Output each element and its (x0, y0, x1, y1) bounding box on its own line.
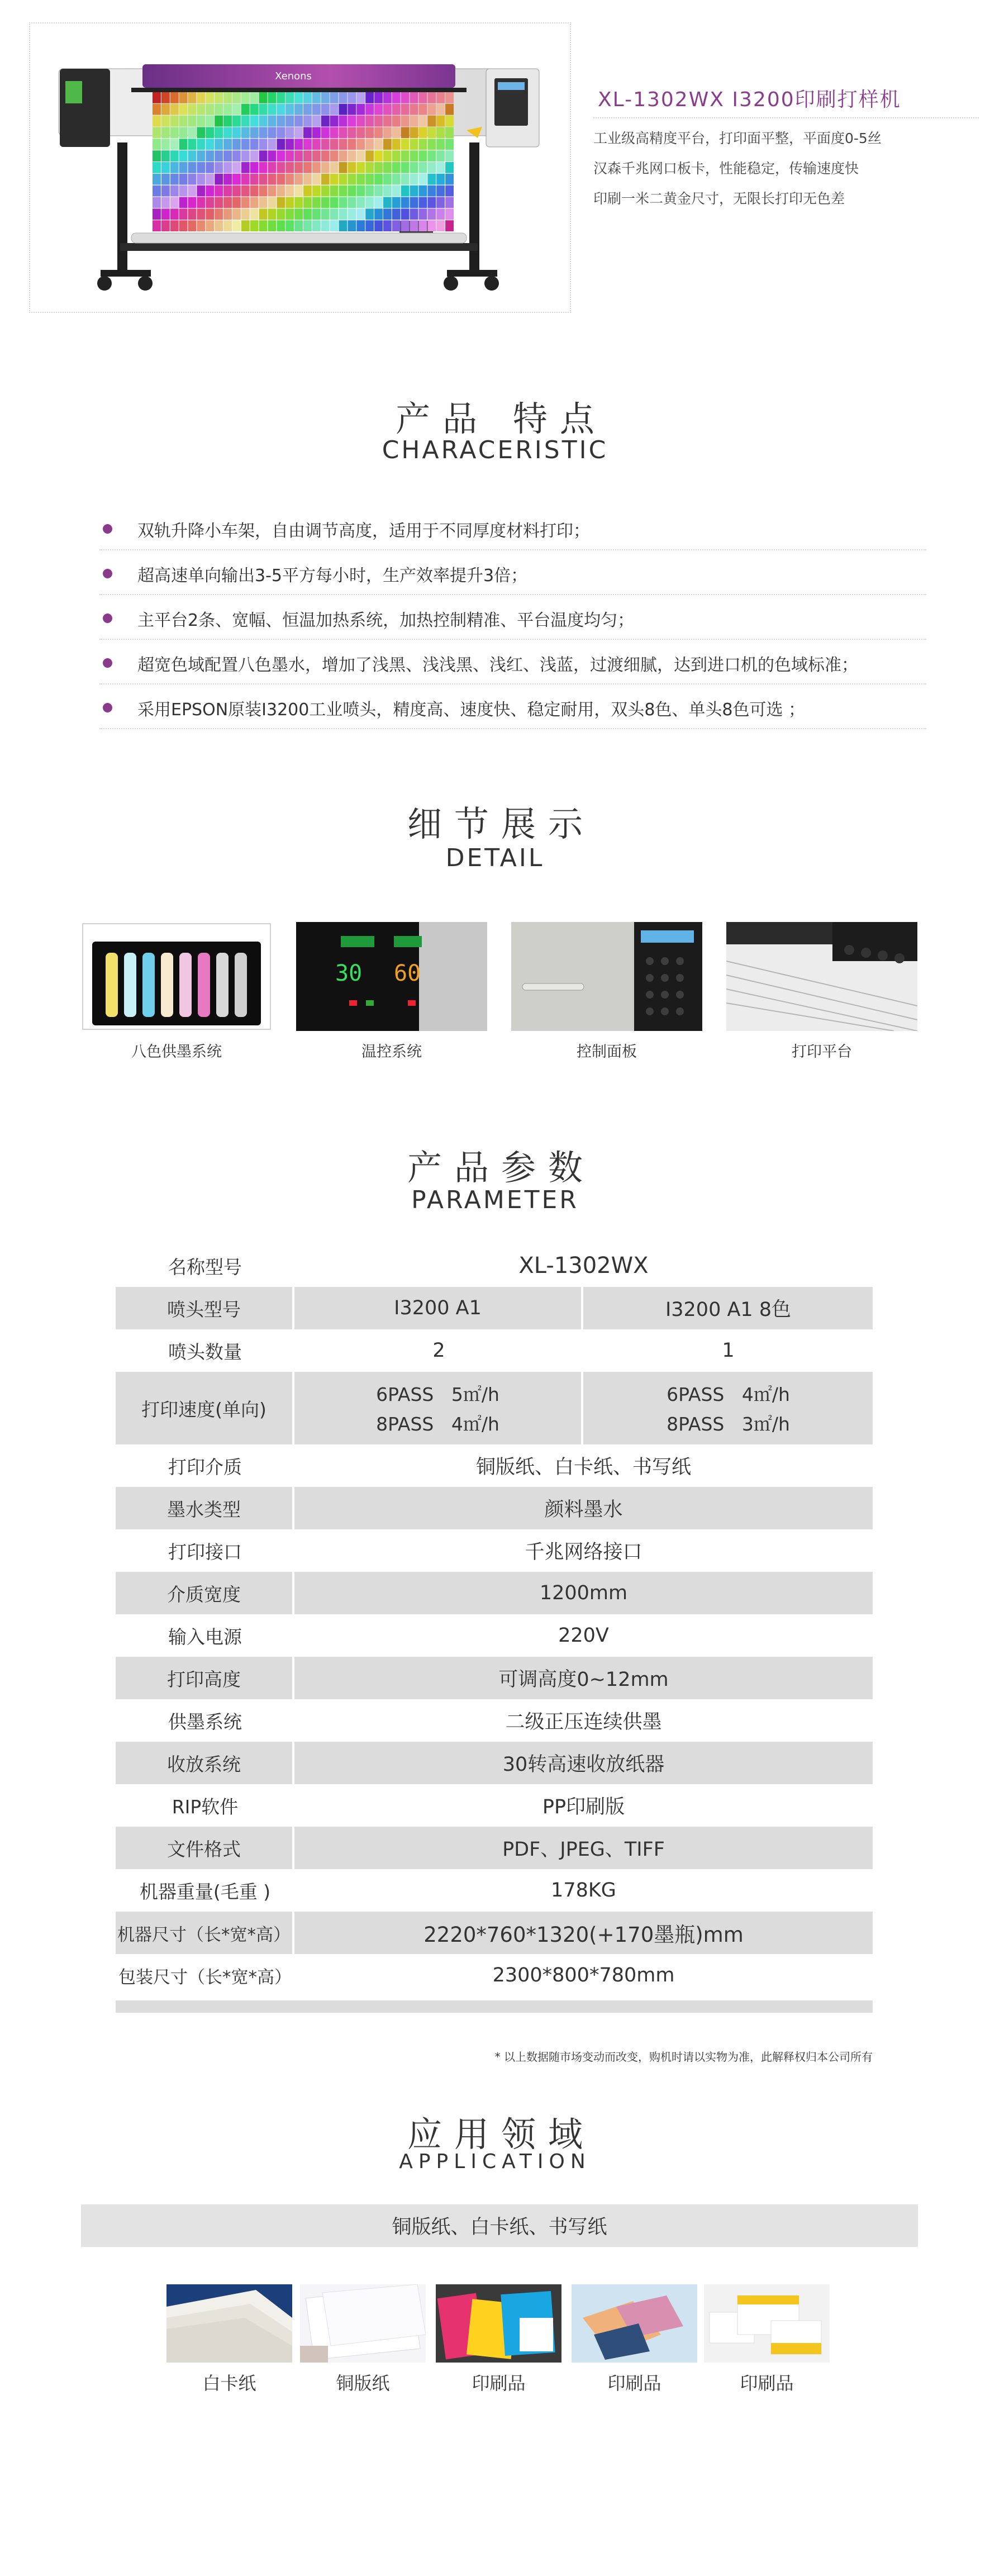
param-value: 220V (558, 1624, 609, 1647)
coated-paper-image (300, 2284, 426, 2363)
bullet-dot-icon (103, 614, 112, 623)
param-row-ink-supply (116, 1699, 873, 1742)
hero-model-title: XL-1302WX I3200印刷打样机 (598, 88, 901, 111)
param-value-double-head: 2 (432, 1339, 445, 1362)
heater-readout-1: 30 (335, 961, 363, 986)
printer-product-image (53, 53, 545, 302)
param-label: 打印介质 (168, 1456, 242, 1478)
printed-matter-image-3 (704, 2284, 830, 2363)
param-label: 喷头型号 (116, 1287, 294, 1329)
detail-caption: 温控系统 (361, 1043, 422, 1061)
application-caption: 印刷品 (472, 2373, 526, 2394)
param-row-model (116, 1244, 873, 1287)
param-value-single-head: I3200 A1 8色 (665, 1299, 792, 1321)
ink-supply-system-image (81, 922, 272, 1031)
detail-caption: 控制面板 (577, 1043, 637, 1061)
feature-text: 超宽色域配置八色墨水，增加了浅黑、浅浅黑、浅红、浅蓝，过渡细腻，达到进口机的色域标准； (137, 655, 858, 675)
param-label: 输入电源 (168, 1626, 242, 1648)
temperature-control-image (296, 922, 487, 1031)
param-label: 供墨系统 (168, 1710, 242, 1733)
param-row-interface (116, 1529, 873, 1572)
printed-matter-image-2 (572, 2284, 697, 2363)
characteristic-title-en: CHARACERISTIC (382, 436, 608, 464)
white-card-paper-image (166, 2284, 292, 2363)
param-row-head-model (116, 1287, 873, 1329)
application-title-en: APPLICATION (399, 2150, 591, 2173)
feature-item (99, 595, 926, 640)
param-label: 名称型号 (168, 1256, 242, 1278)
machine-brand-text: Xenons (275, 70, 312, 82)
detail-caption: 八色供墨系统 (131, 1043, 222, 1061)
hero-feature-line: 汉森千兆网口板卡，性能稳定，传输速度快 (593, 160, 859, 177)
hero-title-divider (593, 117, 979, 118)
param-label: 喷头数量 (168, 1341, 242, 1363)
param-value-double-head (294, 1372, 583, 1444)
detail-caption: 打印平台 (792, 1043, 852, 1061)
param-row-rip (116, 1784, 873, 1827)
feature-text: 超高速单向输出3-5平方每小时，生产效率提升3倍； (137, 566, 528, 586)
param-row-file-format (116, 1827, 873, 1869)
param-value-single-head: 1 (722, 1339, 735, 1362)
param-value: 千兆网络接口 (525, 1541, 642, 1563)
table-bottom-bar (116, 2000, 873, 2013)
application-caption: 白卡纸 (202, 2373, 256, 2394)
hero-feature-line: 印刷一米二黄金尺寸，无限长打印无色差 (593, 191, 845, 207)
application-caption: 印刷品 (607, 2373, 661, 2394)
control-panel-image (511, 922, 702, 1031)
param-value-single-head (584, 1372, 873, 1444)
param-label: RIP软件 (172, 1795, 239, 1818)
param-label: 文件格式 (116, 1827, 294, 1869)
param-label: 介质宽度 (116, 1572, 294, 1614)
heater-readout-2: 60 (394, 961, 421, 986)
param-label: 收放系统 (116, 1742, 294, 1784)
param-label: 墨水类型 (116, 1487, 294, 1529)
disclaimer-footnote: * 以上数据随市场变动而改变，购机时请以实物为准，此解释权归本公司所有 (494, 2050, 873, 2064)
param-value: 1200mm (539, 1582, 628, 1604)
application-media-bar: 铜版纸、白卡纸、书写纸 (81, 2204, 918, 2247)
param-row-power (116, 1614, 873, 1657)
param-row-media-width (116, 1572, 873, 1614)
param-value: 2300*800*780mm (492, 1964, 675, 1986)
feature-item (99, 685, 926, 729)
param-row-print-speed (116, 1372, 873, 1444)
param-value: 铜版纸、白卡纸、书写纸 (475, 1456, 691, 1479)
param-row-machine-size (116, 1912, 873, 1954)
param-value: 2220*760*1320(+170墨瓶)mm (423, 1923, 744, 1947)
detail-title-en: DETAIL (445, 844, 545, 872)
param-label: 机器重量(毛重 ) (139, 1880, 271, 1903)
speed-8pass: 8PASS 4㎡/h (376, 1413, 499, 1435)
printed-matter-image-1 (436, 2284, 561, 2363)
param-row-weight (116, 1869, 873, 1912)
print-platform-image (726, 922, 917, 1031)
param-label: 打印高度 (116, 1657, 294, 1699)
feature-item (99, 506, 926, 550)
speed-6pass: 6PASS 5㎡/h (376, 1384, 499, 1405)
bullet-dot-icon (103, 703, 112, 712)
param-value: XL-1302WX (518, 1253, 649, 1279)
param-value: 30转高速收放纸器 (502, 1753, 665, 1776)
application-caption: 铜版纸 (336, 2373, 390, 2394)
feature-item (99, 550, 926, 595)
param-value: 可调高度0~12mm (498, 1669, 669, 1691)
param-row-print-height (116, 1657, 873, 1699)
param-label: 包装尺寸（长*宽*高） (118, 1967, 292, 1988)
bullet-dot-icon (103, 569, 112, 578)
param-value: 二级正压连续供墨 (505, 1711, 662, 1733)
param-row-ink-type (116, 1487, 873, 1529)
feature-text: 主平台2条、宽幅、恒温加热系统，加热控制精准、平台温度均匀； (137, 611, 635, 630)
param-row-package-size (116, 1954, 873, 1997)
param-row-head-count (116, 1329, 873, 1372)
param-row-take-up (116, 1742, 873, 1784)
bullet-dot-icon (103, 524, 112, 534)
parameter-title-cn: 产品参数 (407, 1147, 595, 1188)
param-label: 打印接口 (168, 1541, 242, 1563)
param-label: 打印速度(单向) (116, 1372, 294, 1444)
parameter-title-en: PARAMETER (411, 1186, 579, 1214)
feature-text: 双轨升降小车架，自由调节高度，适用于不同厚度材料打印； (137, 521, 590, 541)
bullet-dot-icon (103, 658, 112, 668)
hero-feature-line: 工业级高精度平台，打印面平整，平面度0-5丝 (593, 130, 882, 146)
characteristic-title-cn: 产品 特点 (396, 398, 607, 439)
feature-item (99, 640, 926, 685)
param-value: 178KG (551, 1879, 616, 1902)
param-value: PDF、JPEG、TIFF (502, 1838, 665, 1861)
application-caption: 印刷品 (740, 2373, 794, 2394)
param-value-double-head: I3200 A1 (294, 1287, 583, 1329)
speed-8pass: 8PASS 3㎡/h (667, 1413, 790, 1435)
application-title-cn: 应用领域 (407, 2114, 595, 2155)
feature-text: 采用EPSON原装I3200工业喷头，精度高、速度快、稳定耐用，双头8色、单头8色可选 ； (137, 700, 806, 720)
param-label: 机器尺寸（长*宽*高） (116, 1912, 294, 1954)
detail-title-cn: 细节展示 (407, 804, 595, 844)
param-value: 颜料墨水 (544, 1499, 623, 1521)
speed-6pass: 6PASS 4㎡/h (667, 1384, 790, 1405)
param-value: PP印刷版 (542, 1796, 625, 1818)
param-row-media (116, 1444, 873, 1487)
